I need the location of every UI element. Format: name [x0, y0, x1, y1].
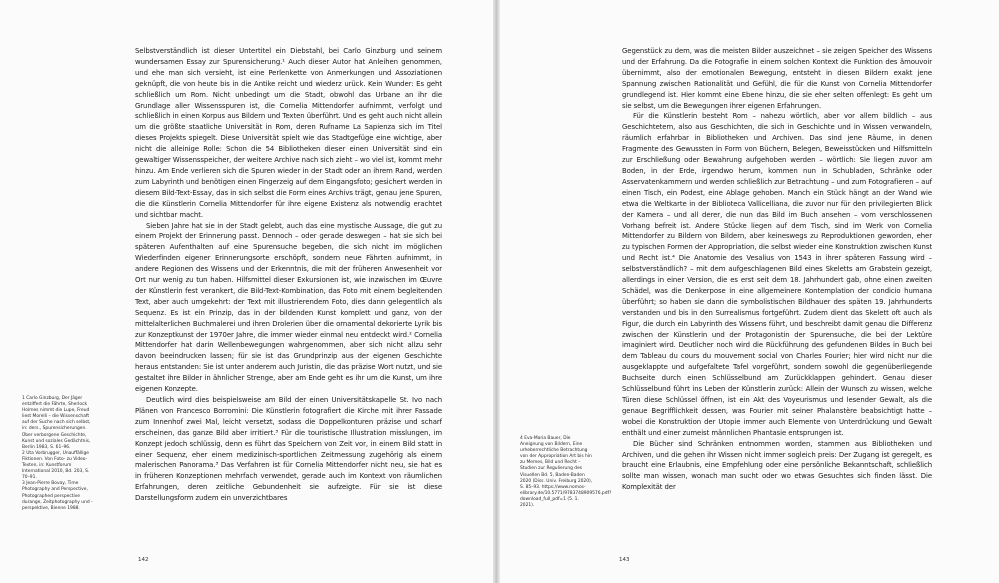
book-gutter: [493, 0, 500, 583]
footnote: 3 Jean-Pierre Bovay, Time Photography and Perspective, Photographed perspective durange, Zeitphotography und -perspektive, Bienne 1988.: [22, 481, 93, 511]
left-footnotes: [22, 396, 94, 512]
paragraph: Die Bücher sind Schränken entnommen worden, stammen aus Bibliotheken und Archiven, und die gehen ihr Wissen nicht immer sogleich preis: Der Zugang ist geregelt, es braucht eine Erlaubnis, eine Empfehlung oder eine persönliche Bekanntschaft, schließlich sollte man wissen, wonach man sucht oder wo etwas Gesuchtes sich finden lässt. Die Komplexität der: [622, 439, 932, 492]
paragraph: Gegenstück zu dem, was die meisten Bilder auszeichnet – sie zeigen Speicher des Wissens und der Erfahrung. Da die Fotografie in einem solchen Kontext die Funktion des âmouvoir übernimmt, also der emotionalen Bewegung, entsteht in diesen Bildern exakt jene Spannung zwischen Rationalität und Gefühl, die für die Kunst von Cornelia Mittendorfer grundlegend ist. Hier kommt eine Ebene hinzu, die sie eher selten offenlegt: Es geht um sie selbst, um die Bewegungen ihrer eigenen Erfahrungen.: [622, 47, 932, 110]
right-body-text: [622, 46, 932, 493]
paragraph: Sieben Jahre hat sie in der Stadt gelebt, auch das eine mystische Aussage, die gut zu einem Projekt der Erinnerung passt. Dennoch – oder gerade deswegen – hat sie sich bei späteren Aufenthalten auf eine Spurensuche begeben, die sich nicht im möglichen Wiederfinden eigener Erinnerungsorte erschöpft, sondern neue Fährten aufnimmt, in andere Regionen des Wissens und der Erkenntnis, die mit der früheren Anwesenheit vor Ort nur wenig zu tun haben. Hilfsmittel dieser Exkursionen ist, wie inzwischen im Œuvre der Künstlerin fest verankert, die Bild-Text-Kombination, das Foto mit einem begleitenden Text, aber auch umgekehrt: der Text mit illustrierendem Foto, dies dann gelegentlich als Sequenz. Es ist ein Prinzip, das in der bildenden Kunst komplett und ganz, von der mittelalterlichen Buchmalerei und ihren Drolerien über die ornamental dekorierte Lyrik bis zur Konzeptkunst der 1970er Jahre, die immer wieder einmal neu entdeckt wird.² Cornelia Mittendorfer hat darin Wellenbewegungen wahrgenommen, aber sich nicht allzu sehr davon beeindrucken lassen; für sie ist das Grundprinzip aus der eigenen Geschichte heraus entstanden: Sie ist unter anderem auch Juristin, die das präzise Wort nutzt, und sie gestaltet ihre Bilder in ähnlicher Strenge, aber am Ende geht es ihr um die Kunst, um ihre eigenen Konzepte.: [135, 221, 442, 394]
paragraph: Deutlich wird dies beispielsweise am Bild der einen Universitätskapelle St. Ivo nach Plänen von Francesco Borromini: Die Künstlerin fotografiert die Kirche mit ihrer Fassade zum Innenhof zwei Mal, leicht versetzt, sodass die Doppelkonturen präzise und scharf erscheinen, das ganze Bild aber irritiert.³ Für die touristische Illustration misslungen, im Konzept jedoch schlüssig, denn es führt das Speichern von Zeit vor, in einem Bild statt in einer Sequenz, eher einem medizinisch-sportlichen Zeitmessung zugehörig als einem malerischen Panorama.³ Das Verfahren ist für Cornelia Mittendorfer nicht neu, sie hat es in früheren Konzeptionen mehrfach verwendet, gerade auch im Kontext von räumlichen Erfahrungen, deren zeitliche Gebundenheit sie aufzeigte. Für sie ist diese Darstellungsform zudem ein unverzichtbares: [135, 396, 442, 503]
page-number-right: 143: [619, 557, 630, 563]
paragraph: Selbstverständlich ist dieser Untertitel ein Diebstahl, bei Carlo Ginzburg und seinem wundersamen Essay zur Spurensicherung.¹ Auch dieser Autor hat Anleihen genommen, und ehe man sich versieht, ist eine Perlenkette von Anmerkungen und Assoziationen geknüpft, die von heute bis in die Antike reicht und wiederz urück. Kein Wunder: Es geht schließlich um Rom. Nicht unbedingt um die Stadt, obwohl das Urbane an ihr die Grundlage aller Wissensspuren ist, die Cornelia Mittendorfer aufnimmt, verfolgt und schließlich in einen Korpus aus Bildern und Texten überführt. Und es geht auch nicht allein um die größte staatliche Universität in Rom, deren Rufname La Sapienza sich im Titel dieses Projekts spiegelt. Diese Universität spielt wie das Stadtgefüge eine wichtige, aber nicht die alleinige Rolle: Schon die 54 Bibliotheken dieser einen Universität sind ein gewaltiger Wissensspeicher, der weitere Archive nach sich zieht – wo viel ist, kommt mehr hinzu. Am Ende verlieren sich die Spuren wieder in der Stadt oder an ihrem Rand, werden zum Labyrinth und benötigen einen Fingerzeig auf dem Eingangsfoto; gesichert werden in diesem Bild-Text-Essay, das in sich selbst die Form eines Archivs trägt, genau jene Spuren, die die Künstlerin Cornelia Mittendorfer für ihre eigene Existenz als notwendig erachtet und sichtbar macht.: [135, 47, 442, 219]
right-footnotes: [520, 436, 612, 509]
paragraph: Für die Künstlerin besteht Rom – nahezu wörtlich, aber vor allem bildlich – aus Geschichtetem, also aus Geschichten, die sich in Geschichte und in Wissen verwandeln, räumlich erfahrbar in Bibliotheken und Archiven. Das sind jene Räume, in denen Fragmente des Gewussten in Form von Büchern, Belegen, Beweisstücken und Hilfsmitteln zur Erschließung oder Bewahrung aufgehoben werden – wörtlich: Sie liegen zuvor am Boden, in der Erde, irgendwo herum, kommen nun in Schubladen, Schränke oder Asservatenkammern und werden schließlich zur Betrachtung – und zum Fotografieren – auf einen Tisch, ein Podest, eine Ablage gehoben. Manch ein Stück hängt an der Wand wie etwa die Weltkarte in der Biblioteca Vallicelliana, die zuvor nur für den privilegierten Blick der Kamera – und all derer, die nun das Bild im Buch ansehen – vom verschlossenen Vorhang befreit ist. Andere Stücke liegen auf dem Tisch, sind im Werk von Cornelia Mittendorfer zu Bildern von Bildern, aber keineswegs zu Reproduktionen geworden, eher zu typischen Formen der Appropriation, die selbst wieder eine Konstruktion zwischen Kunst und Recht ist.⁴ Die Anatomie des Vesalius von 1543 in ihrer späteren Fassung wird – selbstverständlich? – mit dem aufgeschlagenen Bild eines Skeletts am Grabstein gezeigt, allerdings in einer Version, die es erst seit dem 18. Jahrhundert gab, ohne einen zweiten Schädel, was die Denkerpose in eine allgemeinere Kontemplation der condicio humana überführt; so haben sie dann die symbolistischen Bildhauer des späten 19. Jahrhunderts verstanden und bis in den Surrealismus fortgeführt. Zudem dient das Skelett oft auch als Figur, die durch ein Labyrinth des Wissens führt, und beschreibt damit genau die Differenz zwischen der Künstlerin und der Protagonistin der Spurensuche, die bei der Lektüre imaginiert wird. Deutlicher noch wird die Rückführung des gefundenen Bildes in Buch bei dem Tableau du cours du mouvement social von Charles Fourier; hier wird nicht nur die ausgeklappte und aufgefaltete Tafel vorgeführt, sondern sowohl die gegenüberliegende Buchseite durch einen Schlüsselbund am Zurückklappen gehindert. Genau dieser Schlüsselbund führt ins Leben der Künstlerin zurück: Allein der Wunsch zu wissen, welche Türen diese Schlüssel öffnen, ist ein Akt des Voyeurismus und lesender Gewalt, als die genaue Begrifflichkeit dessen, was Fourier mit seiner Phalanstère beabsichtigt hatte – wobei die Konstruktion der Utopie immer auch Elemente von Unterdrückung und Gewalt enthält und einer zumeist männlichen Phantasie entsprungen ist.: [622, 112, 932, 437]
left-page: [0, 0, 493, 583]
page-number-left: 142: [138, 557, 149, 563]
footnote: 4 Eva-Maria Bauer, Die Aneignung von Bildern, Eine urheberrechtliche Betrachtung von der Appropriation Art bis hin zu Memes, Bild und Recht – Studien zur Regulierung des Visuellen Bd. 5, Baden-Baden 2020 (Diss. Univ. Freiburg 2020), S. 85–93. https://www.nomos-elibrary.de/10.5771/9783748909576.pdf?download_full_pdf=1 (5. 1. 2021).: [520, 436, 612, 509]
footnote: 2 Uta Vorbrugger, Unauffällige Fiktionen. Von Foto- zu Video-Texten, in: Kunstforum International 2010, Bd. 203, S. 70–91.: [22, 450, 90, 481]
right-page: [500, 0, 999, 583]
footnote: 1 Carlo Ginzburg, Der Jäger entziffert die Fährte, Sherlock Holmes nimmt die Lupe, Freud liest Morelli – die Wissenschaft auf der Suche nach sich selbst, in: ders., Spurensicherungen. Über verborgene Geschichte, Kunst und soziales Gedächtnis, Berlin 1983, S. 61–96.: [22, 396, 91, 450]
left-body-text: [135, 46, 442, 504]
